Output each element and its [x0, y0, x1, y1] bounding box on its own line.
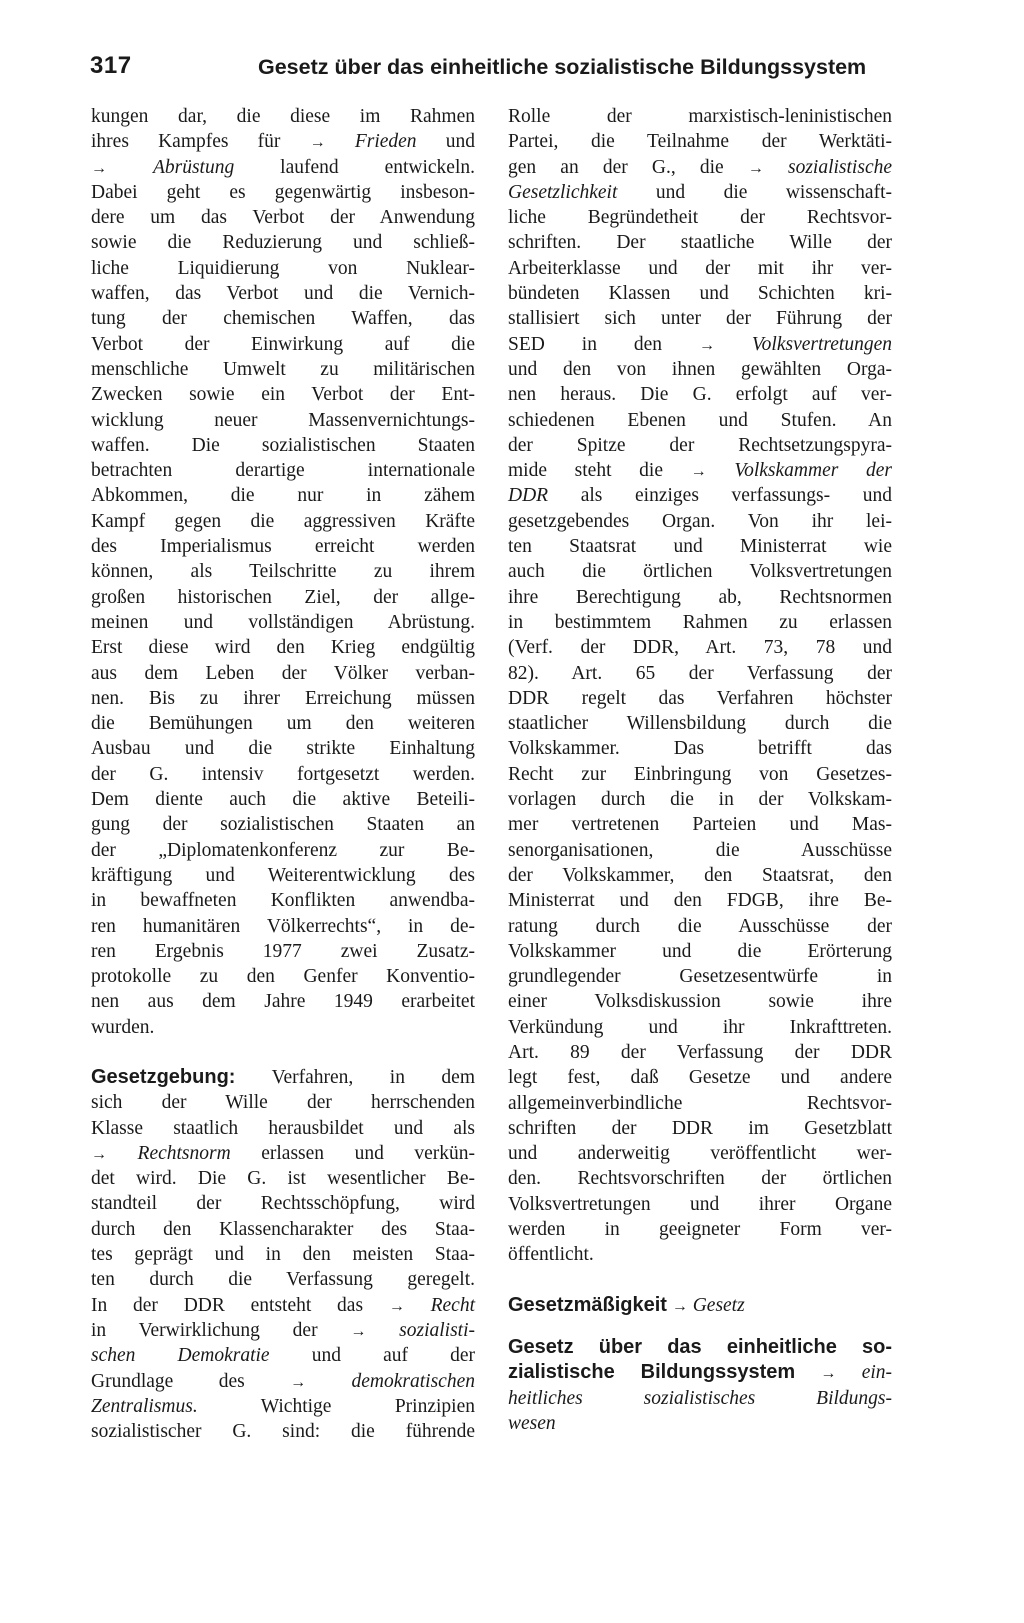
text-run: kräftigung und Weiterentwicklung des [91, 864, 475, 886]
text-run: Ministerrat und den FDGB, ihre Be- [508, 890, 892, 912]
text-line [508, 509, 892, 534]
text-line [508, 711, 892, 736]
text-run: schriften der DDR im Gesetzblatt [508, 1117, 892, 1139]
text-line [508, 989, 892, 1014]
cross-reference-link[interactable]: Frieden [354, 131, 417, 153]
cross-reference-link[interactable]: Gesetz [692, 1294, 745, 1316]
text-line [508, 180, 892, 205]
text-run: und den von ihnen gewählten Orga- [508, 358, 892, 380]
text-run: (Verf. der DDR, Art. 73, 78 und [508, 637, 892, 659]
text-run: Grundlage des [91, 1370, 291, 1392]
cross-reference-arrow-icon: → [388, 1297, 405, 1315]
text-run: waffen, das Verbot und die Vernich- [91, 283, 475, 305]
text-line [91, 939, 475, 964]
text-line [91, 736, 475, 761]
cross-reference-link[interactable]: ein- [861, 1362, 893, 1384]
text-line [508, 787, 892, 812]
cross-reference-arrow-icon: → [91, 159, 107, 177]
text-line [91, 1242, 475, 1267]
text-run: legt fest, daß Gesetze und andere [508, 1067, 892, 1089]
cross-reference-arrow-icon: → [698, 336, 715, 354]
text-line [508, 1091, 892, 1116]
cross-reference-link[interactable]: sozialistische [788, 156, 893, 178]
text-run: aus dem Leben der Völker verban- [91, 662, 475, 684]
text-run: tung der chemischen Waffen, das [91, 308, 475, 330]
entry-keyword: Gesetzgebung: [91, 1065, 236, 1088]
text-line [91, 306, 475, 331]
text-line [91, 787, 475, 812]
text-run: Dem diente auch die aktive Beteili- [91, 789, 475, 811]
text-line [91, 635, 475, 660]
text-run: dere um das Verbot der Anwendung [91, 207, 475, 229]
text-run: der G. intensiv fortgesetzt werden. [91, 763, 475, 785]
text-line [508, 230, 892, 255]
text-run: großen historischen Ziel, der allge- [91, 586, 475, 608]
text-line [91, 1116, 475, 1141]
text-run: 82). Art. 65 der Verfassung der [508, 662, 892, 684]
cross-reference-link[interactable]: Volkskammer der [734, 460, 893, 482]
text-run: mide steht die [508, 460, 691, 482]
text-run: Volkskammer. Das betrifft das [508, 738, 892, 760]
text-line [91, 686, 475, 711]
text-line [91, 762, 475, 787]
text-line [91, 534, 475, 559]
text-run: des Imperialismus erreicht werden [91, 536, 475, 558]
text-line [91, 1318, 475, 1343]
text-line [91, 1267, 475, 1292]
text-run [405, 1295, 431, 1316]
cross-reference-arrow-icon: → [309, 134, 326, 152]
entry-keyword: Gesetzmäßigkeit [508, 1293, 667, 1316]
text-line [91, 180, 475, 205]
text-line [91, 458, 475, 483]
text-line [508, 1360, 892, 1385]
text-line [91, 711, 475, 736]
text-line [91, 1343, 475, 1368]
entry-continuation-text [91, 104, 475, 1040]
text-run: Kampf gegen die aggressiven Kräfte [91, 510, 475, 532]
text-line [508, 1015, 892, 1040]
text-run: sich der Wille der herrschenden [91, 1092, 475, 1114]
text-line [508, 1065, 892, 1090]
text-line [91, 1191, 475, 1216]
text-line [508, 281, 892, 306]
text-line [508, 661, 892, 686]
text-run: Wichtige Prinzipien [197, 1395, 475, 1417]
cross-reference-link[interactable]: wesen [508, 1412, 556, 1434]
cross-reference-link[interactable]: Gesetzlichkeit [508, 181, 618, 203]
text-line [508, 483, 892, 508]
text-run: schiedenen Ebenen und Stufen. An [508, 409, 892, 431]
text-run: nen aus dem Jahre 1949 erarbeitet [91, 991, 475, 1013]
text-line [91, 1369, 475, 1394]
text-line [508, 686, 892, 711]
text-run: Volkskammer und die Erörterung [508, 940, 892, 962]
text-run: einer Volksdiskussion sowie ihre [508, 991, 892, 1013]
text-run: den. Rechtsvorschriften der örtlichen [508, 1168, 892, 1190]
cross-reference-link[interactable]: Volksvertretungen [751, 333, 892, 355]
text-line [508, 104, 892, 129]
text-line [508, 129, 892, 154]
text-run: Arbeiterklasse und der mit ihr ver- [508, 257, 892, 279]
page-number: 317 [90, 52, 132, 79]
text-line [508, 863, 892, 888]
text-run [326, 131, 355, 152]
cross-reference-arrow-icon: → [91, 1145, 107, 1163]
text-line [508, 433, 892, 458]
text-line [508, 939, 892, 964]
text-line [508, 964, 892, 989]
text-run: DDR regelt das Verfahren höchster [508, 687, 892, 709]
text-run: der „Diplomatenkonferenz zur Be- [91, 839, 475, 861]
text-line [508, 155, 892, 180]
text-run: Partei, die Teilnahme der Werktäti- [508, 131, 892, 153]
text-run [836, 1362, 861, 1383]
text-line [508, 306, 892, 331]
text-line [508, 1411, 892, 1436]
text-line [91, 661, 475, 686]
text-run: gung der sozialistischen Staaten an [91, 814, 475, 836]
text-line [508, 205, 892, 230]
text-line [508, 1166, 892, 1191]
text-line [508, 914, 892, 939]
text-line [508, 888, 892, 913]
text-line [508, 1242, 892, 1267]
text-line [91, 989, 475, 1014]
text-run: sowie die Reduzierung und schließ- [91, 232, 475, 254]
cross-reference-arrow-icon: → [350, 1322, 367, 1340]
text-run: ren humanitären Völkerrechts“, in de- [91, 915, 475, 937]
text-run: betrachten derartige internationale [91, 460, 475, 482]
cross-reference-arrow-icon: → [820, 1365, 837, 1383]
text-run: nen heraus. Die G. erfolgt auf ver- [508, 384, 892, 406]
text-line [91, 256, 475, 281]
text-run: Abkommen, die nur in zähem [91, 485, 475, 507]
cross-reference-link[interactable]: heitliches sozialistisches Bildungs- [508, 1387, 892, 1409]
text-line [508, 332, 892, 357]
text-run: stallisiert sich unter der Führung der [508, 308, 892, 330]
text-line [91, 408, 475, 433]
text-run: In der DDR entsteht das [91, 1294, 389, 1316]
left-column [91, 104, 475, 1444]
text-line [91, 332, 475, 357]
text-line [91, 1166, 475, 1191]
text-line [91, 1141, 475, 1166]
cross-reference-link[interactable]: demokratischen [351, 1370, 475, 1392]
right-column [508, 104, 892, 1436]
text-run: Dabei geht es gegenwärtig insbeson- [91, 181, 475, 203]
cross-reference-link[interactable]: sozialisti- [399, 1319, 475, 1341]
text-run: schriften. Der staatliche Wille der [508, 232, 892, 254]
text-run: ihres Kampfes für [91, 131, 310, 153]
text-line [508, 559, 892, 584]
text-run: erlassen und verkün- [230, 1142, 476, 1164]
cross-reference-link[interactable]: Zentralismus. [91, 1395, 198, 1417]
text-run: menschliche Umwelt zu militärischen [91, 358, 475, 380]
text-run: gen an der G., die [508, 156, 748, 178]
text-run [306, 1371, 351, 1392]
text-run: sozialistischer G. sind: die führende [91, 1421, 475, 1443]
cross-reference-link[interactable]: Recht [430, 1294, 475, 1316]
text-run: Rolle der marxistisch-leninistischen [508, 106, 892, 127]
text-run [764, 157, 788, 178]
text-line [508, 1192, 892, 1217]
entry-keyword: zialistische Bildungssystem [508, 1361, 796, 1384]
cross-reference-link[interactable]: DDR [508, 485, 549, 507]
text-line [508, 812, 892, 837]
text-run: als einziges verfassungs- und [548, 485, 892, 507]
text-run: und anderweitig veröffentlicht wer- [508, 1143, 892, 1165]
text-run: Erst diese wird den Krieg endgültig [91, 637, 475, 659]
text-run: öffentlicht. [508, 1244, 594, 1266]
text-run: staatlicher Willensbildung durch die [508, 713, 892, 735]
text-line [508, 357, 892, 382]
text-run: können, als Teilschritte zu ihrem [91, 561, 475, 583]
text-run: Ausbau und die strikte Einhaltung [91, 738, 475, 760]
text-run: liche Begründetheit der Rechtsvor- [508, 207, 892, 229]
text-run: Recht zur Einbringung von Gesetzes- [508, 763, 892, 785]
cross-reference-arrow-icon: → [290, 1373, 307, 1391]
text-line [91, 509, 475, 534]
text-run: Volksvertretungen und ihrer Organe [508, 1193, 892, 1215]
text-line [91, 382, 475, 407]
text-run: protokolle zu den Genfer Konventio- [91, 966, 475, 988]
text-run: wurden. [91, 1016, 155, 1038]
cross-reference-link[interactable]: Abrüstung [152, 156, 235, 178]
cross-reference-arrow-icon: → [690, 463, 707, 481]
text-line [508, 1386, 892, 1411]
text-line [91, 1065, 475, 1090]
text-run: bündeten Klassen und Schichten kri- [508, 283, 892, 305]
text-run: liche Liquidierung von Nuklear- [91, 257, 475, 279]
text-run: und [416, 131, 476, 153]
text-run: allgemeinverbindliche Rechtsvor- [508, 1092, 892, 1114]
running-header: Gesetz über das einheitliche sozialistische Bildungssystem [258, 55, 867, 79]
text-line [508, 762, 892, 787]
text-run: SED in den [508, 333, 699, 355]
text-run [107, 1143, 138, 1164]
text-run: auch die örtlichen Volksvertretungen [508, 561, 892, 583]
text-run: Art. 89 der Verfassung der DDR [508, 1041, 892, 1063]
text-line [508, 736, 892, 761]
text-run: und die wissenschaft- [617, 181, 892, 203]
text-run: senorganisationen, die Ausschüsse [508, 839, 892, 861]
text-line [91, 155, 475, 180]
text-line [91, 1293, 475, 1318]
text-run: waffen. Die sozialistischen Staaten [91, 434, 475, 456]
text-run: meinen und vollständigen Abrüstung. [91, 611, 475, 633]
text-line [508, 1335, 892, 1360]
text-run: ren Ergebnis 1977 zwei Zusatz- [91, 940, 475, 962]
text-run: kungen dar, die diese im Rahmen [91, 106, 475, 127]
text-run: ten Staatsrat und Ministerrat wie [508, 536, 892, 558]
text-run: nen. Bis zu ihrer Erreichung müssen [91, 687, 475, 709]
text-run: Klasse staatlich herausbildet und als [91, 1117, 475, 1139]
text-line [508, 1141, 892, 1166]
text-run: gesetzgebendes Organ. Von ihr lei- [508, 510, 892, 532]
text-line [91, 433, 475, 458]
text-run [107, 157, 153, 178]
entry-gesetzgebung [91, 1065, 475, 1444]
text-run: in bestimmtem Rahmen zu erlassen [508, 611, 892, 633]
text-run: werden in geeigneter Form ver- [508, 1219, 892, 1241]
text-run: laufend entwickeln. [234, 156, 476, 178]
text-line [508, 1116, 892, 1141]
text-run: wicklung neuer Massenvernichtungs- [91, 409, 475, 431]
text-line [91, 863, 475, 888]
text-line [508, 838, 892, 863]
cross-reference-link[interactable]: schen Demokratie [91, 1345, 270, 1367]
text-line [91, 104, 475, 129]
text-run [707, 460, 735, 481]
text-line [91, 1090, 475, 1115]
text-line [508, 382, 892, 407]
text-line [91, 610, 475, 635]
text-run: Verfahren, in dem [235, 1066, 475, 1088]
text-line [91, 357, 475, 382]
text-run: die Bemühungen um den weiteren [91, 713, 475, 735]
text-run: und auf der [269, 1345, 475, 1367]
text-line [91, 585, 475, 610]
text-run: grundlegender Gesetzesentwürfe in [508, 966, 892, 988]
cross-reference-link[interactable]: Rechtsnorm [137, 1142, 231, 1164]
entry-gesetzgebung-continued [508, 104, 892, 1268]
text-line [508, 635, 892, 660]
text-line [91, 129, 475, 154]
text-run [715, 334, 752, 355]
entry-keyword: Gesetz über das einheitliche so- [508, 1335, 892, 1358]
text-run [795, 1362, 820, 1383]
text-line [508, 256, 892, 281]
text-line [508, 1040, 892, 1065]
text-run: durch den Klassencharakter des Staa- [91, 1218, 475, 1240]
text-line [508, 458, 892, 483]
text-line [91, 812, 475, 837]
text-line [91, 888, 475, 913]
entry-gesetzmaessigkeit [508, 1293, 892, 1318]
text-run [366, 1320, 399, 1341]
text-line [508, 610, 892, 635]
text-run: in bewaffneten Konflikten anwendba- [91, 890, 475, 912]
text-run: ihre Berechtigung ab, Rechtsnormen [508, 586, 892, 608]
cross-reference-arrow-icon: → [671, 1297, 688, 1315]
text-line [91, 483, 475, 508]
entry-gesetz-bildungssystem [508, 1335, 892, 1436]
text-line [508, 534, 892, 559]
text-run: standteil der Rechtsschöpfung, wird [91, 1193, 475, 1215]
text-run: tes geprägt und in den meisten Staa- [91, 1244, 475, 1266]
text-run: vorlagen durch die in der Volkskam- [508, 789, 892, 811]
text-line [91, 1217, 475, 1242]
text-run: ten durch die Verfassung geregelt. [91, 1269, 475, 1291]
text-run: Verbot der Einwirkung auf die [91, 333, 475, 355]
cross-reference-arrow-icon: → [747, 159, 764, 177]
text-line [91, 914, 475, 939]
text-run: in Verwirklichung der [91, 1319, 351, 1341]
text-line [508, 408, 892, 433]
text-line [91, 1419, 475, 1444]
text-line [508, 1293, 892, 1318]
text-line [91, 964, 475, 989]
text-line [508, 585, 892, 610]
text-line [91, 1394, 475, 1419]
text-line [91, 559, 475, 584]
text-run: Verkündung und ihr Inkrafttreten. [508, 1016, 892, 1038]
text-run: Zwecken sowie ein Verbot der Ent- [91, 384, 475, 406]
text-line [91, 838, 475, 863]
text-line [91, 205, 475, 230]
text-run: der Spitze der Rechtsetzungspyra- [508, 434, 892, 456]
text-line [508, 1217, 892, 1242]
text-run: der Volkskammer, den Staatsrat, den [508, 864, 892, 886]
text-line [91, 281, 475, 306]
text-run: ratung durch die Ausschüsse der [508, 915, 892, 937]
text-run: mer vertretenen Parteien und Mas- [508, 814, 892, 836]
text-run: det wird. Die G. ist wesentlicher Be- [91, 1168, 475, 1190]
text-line [91, 230, 475, 255]
text-line [91, 1015, 475, 1040]
